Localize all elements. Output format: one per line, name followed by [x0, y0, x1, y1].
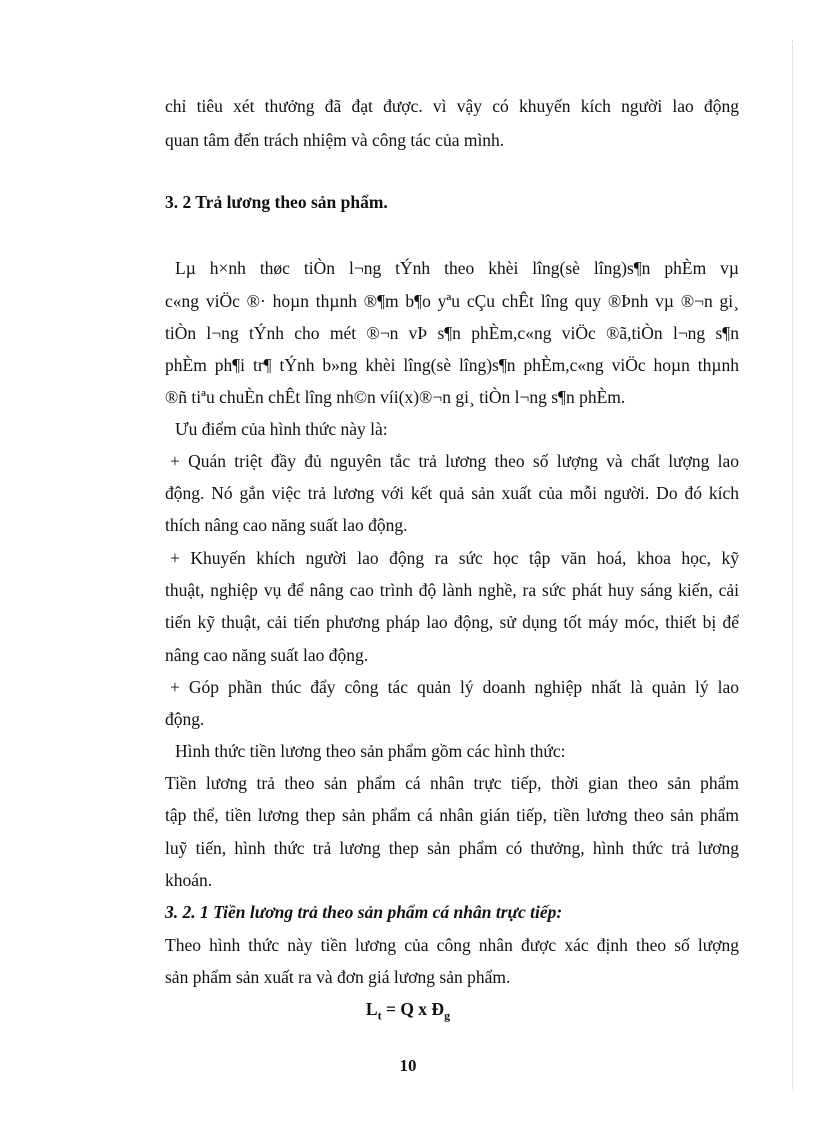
paragraph-line: Hình thức tiền lương theo sản phẩm gồm các hình thức:	[175, 741, 566, 761]
paragraph-line: quan tâm đến trách nhiệm và công tác của mình.	[165, 130, 505, 150]
formula	[0, 998, 816, 1027]
formula-rhs: = Q x Đ	[385, 999, 445, 1019]
page-number: 10	[399, 1056, 417, 1075]
paragraph-line: tập thể, tiền lương thep sản phẩm cá nhân gián tiếp, tiền lương theo sản phẩm	[165, 805, 739, 825]
paragraph-line: tiến kỹ thuật, cải tiến phương pháp lao động, sử dụng tốt máy móc, thiết bị để	[165, 612, 739, 632]
paragraph-line: + Góp phần thúc đẩy công tác quản lý doanh nghiệp nhất là quản lý lao	[170, 677, 739, 697]
section-heading: 3. 2 Trả lương theo sản phẩm.	[165, 192, 388, 212]
paragraph-line: luỹ tiến, hình thức trả lương thep sản phẩm có thưởng, hình thức trả lương	[165, 838, 739, 858]
paragraph-line: ®ñ tiªu chuÈn chÊt lîng nh©n víi(x)®¬n gi¸ tiÒn l¬ng s¶n phÈm.	[165, 387, 626, 407]
paragraph-line: tiÒn l¬ng tÝnh cho mét ®¬n vÞ s¶n phÈm,c«ng viÖc ®ã,tiÒn l¬ng s¶n	[165, 323, 739, 343]
paragraph-line: c«ng viÖc ®· hoµn thµnh ®¶m b¶o yªu cÇu chÊt lîng quy ®Þnh vµ ®¬n gi¸	[165, 291, 739, 311]
paragraph-line: + Khuyến khích người lao động ra sức học tập văn hoá, khoa học, kỹ	[170, 548, 739, 568]
paragraph-line: động. Nó gắn việc trả lương với kết quả sản xuất của mỗi người. Do đó kích	[165, 483, 739, 503]
subsection-heading: 3. 2. 1 Tiền lương trả theo sản phẩm cá nhân trực tiếp:	[165, 902, 563, 922]
page-border-right	[792, 40, 794, 1090]
paragraph-line: sản phẩm sản xuất ra và đơn giá lương sản phẩm.	[165, 967, 511, 987]
formula-lhs-subscript: t	[377, 1008, 382, 1023]
paragraph-line: thuật, nghiệp vụ để nâng cao trình độ lành nghề, ra sức phát huy sáng kiến, cải	[165, 580, 739, 600]
paragraph-line: chỉ tiêu xét thưởng đã đạt được. vì vậy có khuyến kích người lao động	[165, 96, 739, 116]
paragraph-line: Ưu điểm của hình thức này là:	[175, 419, 388, 439]
paragraph-line: khoán.	[165, 870, 213, 890]
paragraph-line: phÈm ph¶i tr¶ tÝnh b»ng khèi lîng(sè lîng)s¶n phÈm,c«ng viÖc hoµn thµnh	[165, 355, 739, 375]
paragraph-line: + Quán triệt đầy đủ nguyên tắc trả lương theo số lượng và chất lượng lao	[170, 451, 739, 471]
paragraph-line: Theo hình thức này tiền lương của công nhân được xác định theo số lượng	[165, 935, 739, 955]
formula-lhs: L	[365, 999, 378, 1019]
paragraph-line: Lµ h×nh thøc tiÒn l¬ng tÝnh theo khèi lîng(sè lîng)s¶n phÈm vµ	[175, 258, 739, 278]
paragraph-line: nâng cao năng suất lao động.	[165, 645, 369, 665]
paragraph-line: động.	[165, 709, 205, 729]
paragraph-line: Tiền lương trả theo sản phẩm cá nhân trực tiếp, thời gian theo sản phẩm	[165, 773, 739, 793]
formula-rhs-subscript: g	[444, 1008, 451, 1023]
paragraph-line: thích nâng cao năng suất lao động.	[165, 515, 408, 535]
